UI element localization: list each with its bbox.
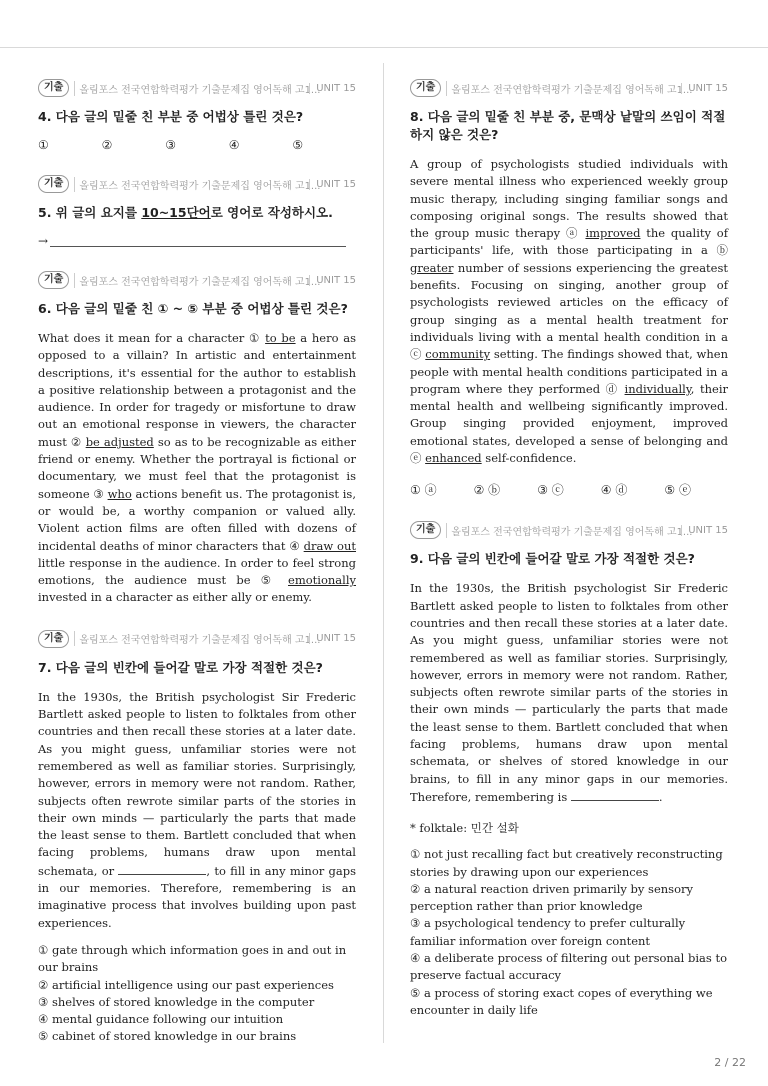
unit-label: UNIT 15 (681, 525, 728, 536)
question-title: 8. 다음 글의 밑줄 친 부분 중, 문맥상 낱말의 쓰임이 적절하지 않은 것은? (410, 109, 726, 142)
tag-badge: 기출 (38, 175, 69, 193)
underline-3: who (107, 486, 132, 501)
underline-4: draw out (303, 538, 357, 553)
unit-label: UNIT 15 (309, 633, 356, 644)
question-title (38, 204, 356, 222)
option-5[interactable]: ⑤ cabinet of stored knowledge in our brains (38, 1029, 297, 1044)
title-underlined: 10~15단어 (141, 205, 211, 220)
unit-label: UNIT 15 (309, 179, 356, 190)
right-column (410, 78, 728, 1033)
title-text: 5. 위 글의 요지를 (38, 205, 142, 220)
arrow-icon: → (38, 234, 49, 248)
underline-1: to be (265, 331, 296, 345)
passage: A group of psychologists studied individuals with severe mental illness who experienced weekly group music therapy, including singing familiar songs and composing original songs. The results showed that the group music therapy ⓐ improved the quality of participants' life, with those participating in a ⓑ greater number of sessions experiencing the greatest benefits. Focusing on singing, another group of psychologists reviewed articles on the efficacy of group singing as a mental health treatment for individuals living with a mental health condition in a ⓒ community setting. The findings showed that, when people with mental health conditions participated in a program where they performed ⓓ individually, their mental health and wellbeing significantly improved. Group singing provided enjoyment, improved emotional states, developed a sense of belonging and ⓔ enhanced self-confidence. (410, 157, 728, 466)
choice-1[interactable]: ① (38, 138, 49, 152)
unit-label: UNIT 15 (309, 83, 356, 94)
answer-blank (571, 788, 659, 801)
underline-c: community (425, 347, 491, 362)
option-2[interactable]: ② artificial intelligence using our past experiences (38, 977, 334, 992)
question-9 (410, 520, 728, 1019)
top-divider (0, 47, 768, 48)
question-header (38, 174, 356, 194)
question-header (410, 520, 728, 540)
choice-2[interactable]: ② ⓑ (473, 483, 501, 498)
underline-d: individually (624, 381, 691, 396)
unit-label: UNIT 15 (309, 275, 356, 286)
answer-choices (410, 481, 728, 498)
passage: In the 1930s, the British psychologist Sir Frederic Bartlett asked people to listen to folktales from other countries and then recall these stories at a later date. As you might guess, unfamiliar stories were not remembered as well as familiar stories. Surprisingly, however, errors in memory were not random. Rather, subjects often rewrote similar parts of the stories in their own minds — particularly the parts that made the least sense to them. Bartlett concluded that when facing problems, humans draw upon mental schemata, or , to fill in any minor gaps in our memories. Therefore, remembering is an imaginative process that involves building upon past experiences. (38, 689, 356, 930)
question-header (38, 629, 356, 649)
tag-badge: 기출 (38, 271, 69, 289)
page-number: 2 / 22 (714, 1056, 746, 1069)
option-3[interactable]: ③ a psychological tendency to prefer culturally familiar information over foreign content (410, 916, 686, 948)
choice-4[interactable]: ④ ⓓ (600, 483, 628, 498)
choice-3[interactable]: ③ ⓒ (537, 483, 564, 498)
option-4[interactable]: ④ mental guidance following our intuition (38, 1012, 284, 1027)
answer-line[interactable] (38, 234, 356, 248)
option-4[interactable]: ④ a deliberate process of filtering out personal bias to preserve factual accuracy (410, 950, 727, 983)
question-header (38, 78, 356, 98)
source-title: 올림포스 전국연합학력평가 기출문제집 영어독해 고1... (446, 81, 651, 96)
column-divider (383, 63, 384, 1043)
question-7 (38, 629, 356, 1046)
source-title: 올림포스 전국연합학력평가 기출문제집 영어독해 고1... (74, 273, 279, 288)
question-4 (38, 78, 356, 152)
option-3[interactable]: ③ shelves of stored knowledge in the computer (38, 994, 315, 1009)
option-1[interactable]: ① gate through which information goes in and out in our brains (38, 942, 347, 975)
underline-e: enhanced (425, 451, 482, 466)
passage: In the 1930s, the British psychologist Sir Frederic Bartlett asked people to listen to folktales from other countries and then recall these stories at a later date. As you might guess, unfamiliar stories were not remembered as well as familiar stories. Surprisingly, however, errors in memory were not random. Rather, subjects often rewrote similar parts of the stories in their own minds — particularly the parts that made the least sense to them. Bartlett concluded that when facing problems, humans draw upon mental schemata, or shelves of stored knowledge in our brains, to fill in any minor gaps in our memories. Therefore, remembering is . (410, 581, 728, 804)
passage: What does it mean for a character ① to be a hero as opposed to a villain? In artistic and entertainment descriptions, it's essential for the author to establish a positive relationship between a protagonist and the audience. In order for tragedy or misfortune to draw out an emotional response in viewers, the character must ② be adjusted so as to be recognizable as either friend or enemy. Whether the portrayal is fictional or documentary, we must feel that the protagonist is someone ③ who actions benefit us. The protagonist is, or would be, a worthy companion or valued ally. Violent action films are often filled with dozens of incidental deaths of minor characters that ④ draw out little response in the audience. In order to feel strong emotions, the audience must be ⑤ emotionally invested in a character as either ally or enemy. (38, 331, 357, 605)
answer-options (410, 846, 728, 1019)
option-5[interactable]: ⑤ a process of storing exact copes of everything we encounter in daily life (410, 985, 713, 1017)
underline-a: improved (585, 226, 641, 241)
option-2[interactable]: ② a natural reaction driven primarily by sensory perception rather than prior knowledge (410, 881, 693, 914)
underline-5: emotionally (288, 573, 356, 588)
tag-badge: 기출 (38, 79, 69, 97)
choice-1[interactable]: ① ⓐ (410, 483, 437, 498)
left-column (38, 78, 356, 1060)
underline-2: be adjusted (85, 434, 154, 449)
answer-choices (38, 138, 356, 152)
tag-badge: 기출 (410, 79, 441, 97)
answer-blank (118, 862, 206, 875)
answer-blank[interactable] (50, 236, 346, 247)
unit-label: UNIT 15 (681, 83, 728, 94)
source-title: 올림포스 전국연합학력평가 기출문제집 영어독해 고1... (74, 631, 279, 646)
option-1[interactable]: ① not just recalling fact but creatively reconstructing stories by drawing upon our experiences (410, 847, 723, 879)
question-5 (38, 174, 356, 248)
answer-options (38, 942, 356, 1046)
question-title: 7. 다음 글의 빈칸에 들어갈 말로 가장 적절한 것은? (38, 659, 323, 675)
choice-5[interactable]: ⑤ ⓔ (664, 483, 691, 498)
question-8 (410, 78, 728, 498)
tag-badge: 기출 (38, 630, 69, 648)
source-title: 올림포스 전국연합학력평가 기출문제집 영어독해 고1... (74, 177, 279, 192)
choice-3[interactable]: ③ (165, 138, 176, 152)
question-header (38, 270, 356, 290)
choice-4[interactable]: ④ (228, 138, 240, 152)
question-title: 4. 다음 글의 밑줄 친 부분 중 어법상 틀린 것은? (38, 109, 304, 124)
underline-b: greater (410, 260, 454, 275)
question-header (410, 78, 728, 98)
source-title: 올림포스 전국연합학력평가 기출문제집 영어독해 고1... (74, 81, 279, 96)
question-title: 9. 다음 글의 빈칸에 들어갈 말로 가장 적절한 것은? (410, 551, 695, 567)
footnote: * folktale: 민간 설화 (410, 821, 519, 836)
title-text: 로 영어로 작성하시오. (210, 205, 333, 220)
choice-2[interactable]: ② (101, 138, 113, 152)
source-title: 올림포스 전국연합학력평가 기출문제집 영어독해 고1... (446, 523, 651, 538)
choice-5[interactable]: ⑤ (292, 138, 304, 152)
tag-badge: 기출 (410, 521, 441, 539)
question-title: 6. 다음 글의 밑줄 친 ① ~ ⑤ 부분 중 어법상 틀린 것은? (38, 301, 348, 316)
question-6 (38, 270, 356, 607)
